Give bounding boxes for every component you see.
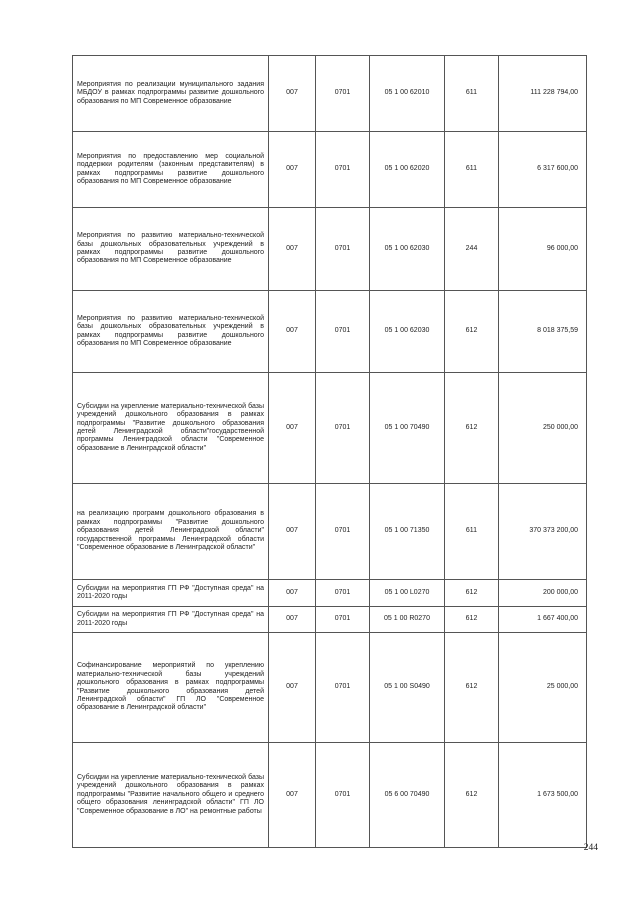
row-expense-type: 612 — [445, 580, 499, 607]
row-target-code: 05 1 00 71350 — [370, 484, 445, 580]
row-admin-code: 007 — [269, 484, 316, 580]
row-amount: 111 228 794,00 — [499, 56, 587, 132]
budget-table — [72, 55, 587, 848]
row-admin-code: 007 — [269, 56, 316, 132]
row-expense-type: 611 — [445, 484, 499, 580]
row-section-code: 0701 — [316, 633, 370, 743]
row-description: Софинансирование мероприятий по укреплению материально-технической базы учреждений дошкольного образования в рамках подпрограммы "Развитие дошкольного образования детей Ленинградской области" ГП ЛО "Современное образование в Ленинградской области" — [73, 633, 269, 743]
row-section-code: 0701 — [316, 373, 370, 484]
row-admin-code: 007 — [269, 580, 316, 607]
row-description: Субсидии на мероприятия ГП РФ "Доступная среда" на 2011-2020 годы — [73, 607, 269, 633]
row-expense-type: 612 — [445, 743, 499, 848]
row-admin-code: 007 — [269, 291, 316, 373]
row-amount: 1 673 500,00 — [499, 743, 587, 848]
row-target-code: 05 1 00 62030 — [370, 291, 445, 373]
table-row — [73, 56, 587, 132]
row-section-code: 0701 — [316, 580, 370, 607]
table-row — [73, 208, 587, 291]
row-section-code: 0701 — [316, 132, 370, 208]
row-expense-type: 612 — [445, 633, 499, 743]
row-target-code: 05 1 00 62010 — [370, 56, 445, 132]
row-amount: 8 018 375,59 — [499, 291, 587, 373]
table-row — [73, 633, 587, 743]
row-expense-type: 611 — [445, 56, 499, 132]
row-amount: 250 000,00 — [499, 373, 587, 484]
table-row — [73, 743, 587, 848]
row-amount: 200 000,00 — [499, 580, 587, 607]
row-section-code: 0701 — [316, 607, 370, 633]
table-row — [73, 607, 587, 633]
row-target-code: 05 1 00 62030 — [370, 208, 445, 291]
row-section-code: 0701 — [316, 743, 370, 848]
row-section-code: 0701 — [316, 56, 370, 132]
row-expense-type: 611 — [445, 132, 499, 208]
row-amount: 25 000,00 — [499, 633, 587, 743]
row-expense-type: 612 — [445, 607, 499, 633]
row-description: Субсидии на мероприятия ГП РФ "Доступная среда" на 2011-2020 годы — [73, 580, 269, 607]
table-row — [73, 132, 587, 208]
row-expense-type: 244 — [445, 208, 499, 291]
row-description: на реализацию программ дошкольного образования в рамках подпрограммы "Развитие дошкольного образования детей Ленинградской области" государственной программы Ленинградской области "Современное образование в Ленинградской области" — [73, 484, 269, 580]
row-target-code: 05 1 00 R0270 — [370, 607, 445, 633]
row-admin-code: 007 — [269, 208, 316, 291]
row-amount: 370 373 200,00 — [499, 484, 587, 580]
row-target-code: 05 1 00 S0490 — [370, 633, 445, 743]
row-description: Мероприятия по развитию материально-технической базы дошкольных образовательных учреждений в рамках подпрограммы развитие дошкольного образования по МП Современное образование — [73, 208, 269, 291]
row-admin-code: 007 — [269, 373, 316, 484]
row-description: Мероприятия по реализации муниципального задания МБДОУ в рамках подпрограммы развитие дошкольного образования по МП Современное образование — [73, 56, 269, 132]
page-number: 244 — [583, 843, 598, 853]
row-admin-code: 007 — [269, 633, 316, 743]
row-description: Субсидии на укрепление материально-технической базы учреждений дошкольного образования в рамках подпрограммы "Развитие дошкольного образования детей Ленинградской области"государственной программы Ленинградской области "Современное образование в Ленинградской области" — [73, 373, 269, 484]
row-admin-code: 007 — [269, 132, 316, 208]
table-row — [73, 291, 587, 373]
row-admin-code: 007 — [269, 607, 316, 633]
row-target-code: 05 1 00 70490 — [370, 373, 445, 484]
row-amount: 1 667 400,00 — [499, 607, 587, 633]
row-target-code: 05 1 00 L0270 — [370, 580, 445, 607]
row-target-code: 05 1 00 62020 — [370, 132, 445, 208]
row-section-code: 0701 — [316, 208, 370, 291]
row-amount: 6 317 600,00 — [499, 132, 587, 208]
row-expense-type: 612 — [445, 373, 499, 484]
row-description: Субсидии на укрепление материально-технической базы учреждений дошкольного образования в рамках подпрограммы "Развитие начального общего и среднего общего образования ленинградской области" ГП ЛО "Современное образование в ЛО" на ремонтные работы — [73, 743, 269, 848]
row-section-code: 0701 — [316, 484, 370, 580]
table-row — [73, 580, 587, 607]
row-target-code: 05 6 00 70490 — [370, 743, 445, 848]
row-amount: 96 000,00 — [499, 208, 587, 291]
row-description: Мероприятия по развитию материально-технической базы дошкольных образовательных учреждений в рамках подпрограммы развитие дошкольного образования по МП Современное образование — [73, 291, 269, 373]
row-expense-type: 612 — [445, 291, 499, 373]
row-admin-code: 007 — [269, 743, 316, 848]
table-row — [73, 373, 587, 484]
table-row — [73, 484, 587, 580]
row-description: Мероприятия по предоставлению мер социальной поддержки родителям (законным представителям) в рамках подпрограммы развитие дошкольного образования по МП Современное образование — [73, 132, 269, 208]
row-section-code: 0701 — [316, 291, 370, 373]
